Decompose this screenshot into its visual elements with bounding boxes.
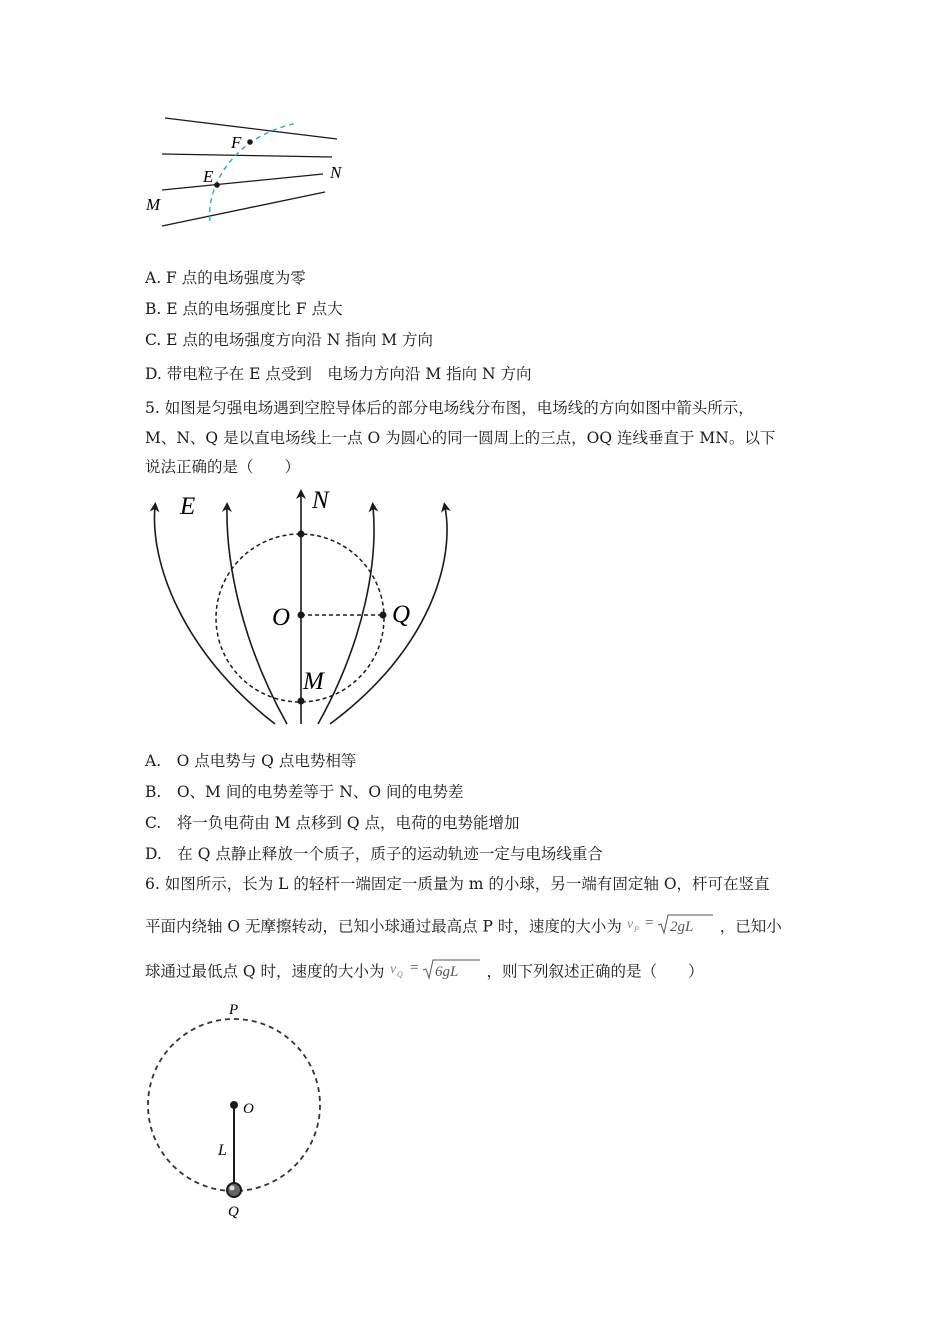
q6-formula-vp — [627, 911, 715, 944]
svg-text:=: = — [644, 915, 654, 931]
q6-line2-text-b: ，已知小 — [719, 917, 782, 936]
label-M: M — [146, 195, 161, 214]
q4-option-c: C. E 点的电场强度方向沿 N 指向 M 方向 — [145, 331, 434, 349]
point-N — [298, 531, 305, 538]
q5-option-c: C. 将一负电荷由 M 点移到 Q 点，电荷的电势能增加 — [145, 814, 520, 832]
svg-text:v: v — [389, 962, 396, 977]
q6-stem-line-2 — [145, 911, 782, 944]
label-Q: Q — [228, 1204, 239, 1220]
q5-option-d: D. 在 Q 点静止释放一个质子，质子的运动轨迹一定与电场线重合 — [145, 845, 603, 863]
svg-text:2gL: 2gL — [669, 919, 694, 935]
field-line-4 — [162, 192, 325, 226]
ball-highlight — [230, 1186, 235, 1191]
label-Q: Q — [392, 601, 411, 628]
point-O — [298, 612, 305, 619]
svg-text:v: v — [626, 917, 634, 932]
svg-text:P: P — [633, 925, 639, 934]
point-E — [214, 182, 220, 188]
q5-option-a: A. O 点电势与 Q 点电势相等 — [145, 752, 357, 770]
label-E: E — [203, 167, 214, 186]
q5-stem-line-2: M、N、Q 是以直电场线上一点 O 为圆心的同一圆周上的三点，OQ 连线垂直于 MN。以下 — [145, 429, 776, 447]
q4-option-b: B. E 点的电场强度比 F 点大 — [145, 300, 343, 318]
q4-field-line-figure — [140, 108, 360, 238]
q6-line2-text-a: 平面内绕轴 O 无摩擦转动，已知小球通过最高点 P 时，速度的大小为 — [145, 917, 622, 936]
label-N: N — [312, 487, 329, 514]
q6-line3-text-a: 球通过最低点 Q 时，速度的大小为 — [145, 962, 385, 981]
point-M — [298, 698, 305, 705]
q6-stem-line-1: 6. 如图所示，长为 L 的轻杆一端固定一质量为 m 的小球，另一端有固定轴 O，杆可在竖直 — [145, 875, 770, 893]
label-F: F — [231, 133, 242, 152]
curved-field-line-far-left — [154, 507, 275, 724]
q6-line3-text-b: ，则下列叙述正确的是（ ） — [486, 962, 704, 981]
point-F — [247, 139, 253, 145]
svg-text:Q: Q — [396, 970, 403, 979]
label-N: N — [330, 163, 342, 182]
point-Q — [380, 612, 387, 619]
q4-option-a: A. F 点的电场强度为零 — [145, 269, 306, 287]
q5-stem-line-3: 说法正确的是（ ） — [145, 458, 301, 476]
label-L: L — [218, 1142, 227, 1159]
label-O: O — [243, 1101, 254, 1117]
svg-text:=: = — [409, 960, 418, 976]
pivot-O — [230, 1101, 238, 1109]
field-line-3 — [162, 174, 323, 190]
label-M: M — [303, 668, 324, 695]
q5-option-b: B. O、M 间的电势差等于 N、O 间的电势差 — [145, 783, 464, 801]
q5-stem-line-1: 5. 如图是匀强电场遇到空腔导体后的部分电场线分布图，电场线的方向如图中箭头所示， — [145, 399, 754, 417]
q5-electric-field-figure — [140, 485, 470, 740]
q4-option-d: D. 带电粒子在 E 点受到 电场力方向沿 M 指向 N 方向 — [145, 365, 532, 383]
label-P: P — [229, 1002, 239, 1018]
ball — [227, 1183, 241, 1197]
label-E: E — [180, 493, 196, 520]
q6-formula-vq — [390, 956, 482, 989]
q6-stem-line-3 — [145, 956, 703, 989]
field-line-2 — [162, 154, 332, 157]
field-line-1 — [165, 118, 337, 139]
label-O: O — [272, 604, 291, 631]
curved-field-line-far-right — [330, 507, 447, 724]
svg-text:6gL: 6gL — [434, 964, 458, 980]
q6-rod-circle-figure — [140, 995, 330, 1225]
